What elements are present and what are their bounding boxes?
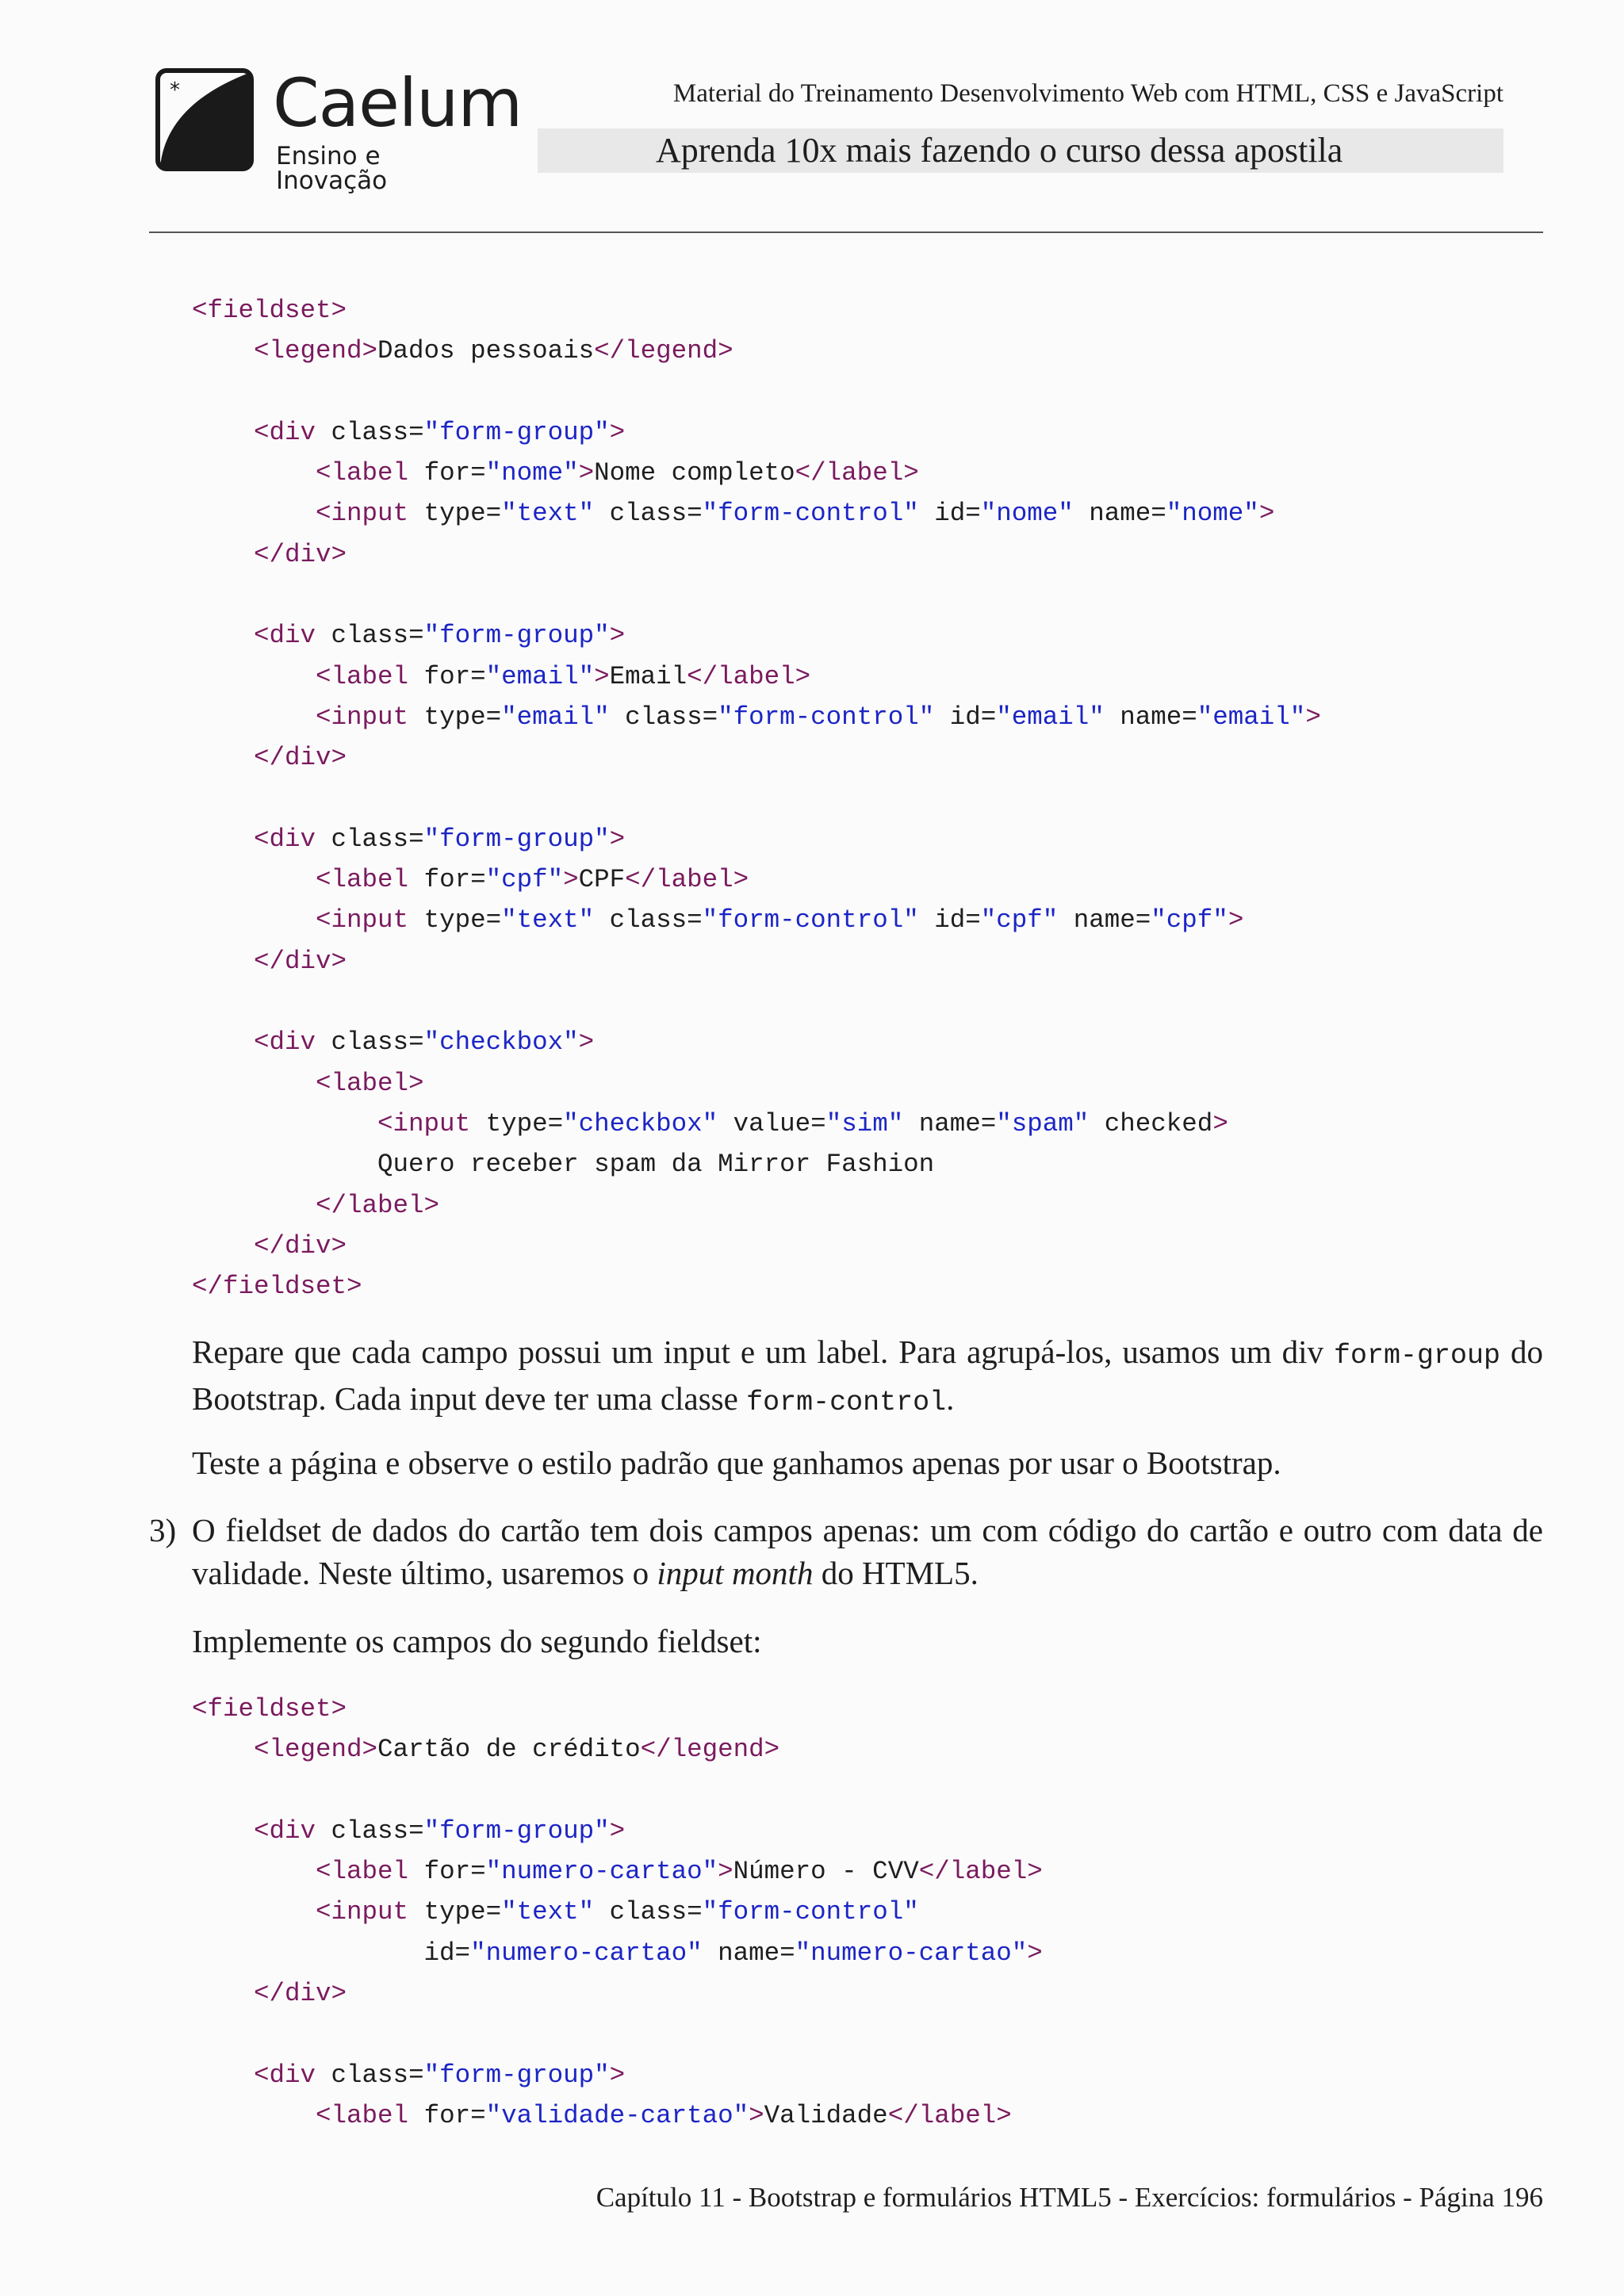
code-text bbox=[192, 743, 254, 772]
code-string: "email" bbox=[501, 702, 610, 732]
code-text: id= bbox=[918, 499, 981, 529]
code-tag: <div bbox=[254, 417, 331, 447]
code-tag: <label bbox=[316, 458, 424, 488]
code-text: for= bbox=[423, 1857, 486, 1887]
code-text bbox=[192, 418, 254, 447]
code-tag: <div bbox=[254, 824, 331, 854]
code-string: "checkbox" bbox=[563, 1108, 718, 1138]
code-tag: <div bbox=[254, 1816, 331, 1846]
code-text bbox=[192, 1027, 254, 1057]
header-subtitle: Material do Treinamento Desenvolvimento Web com HTML, CSS e JavaScript bbox=[672, 79, 1503, 108]
code-tag: <label bbox=[316, 865, 424, 895]
code-string: "numero-cartao" bbox=[485, 1857, 718, 1887]
code-string: "nome" bbox=[980, 499, 1074, 529]
code-text: type= bbox=[423, 702, 502, 732]
code-tag: > bbox=[578, 458, 595, 488]
code-line bbox=[192, 499, 1274, 528]
code-string: "cpf" bbox=[980, 905, 1059, 936]
emphasis-text: input month bbox=[657, 1555, 814, 1591]
code-tag: </label> bbox=[625, 865, 749, 895]
code-tag: <input bbox=[377, 1108, 486, 1138]
code-text bbox=[192, 621, 254, 650]
code-tag: </label> bbox=[316, 1190, 440, 1220]
code-text bbox=[192, 825, 254, 854]
brand-name: Caelum bbox=[273, 64, 523, 142]
code-string: "form-group" bbox=[423, 417, 610, 447]
inline-code: form-group bbox=[1333, 1340, 1501, 1372]
code-line bbox=[192, 336, 733, 365]
code-string: "form-control" bbox=[702, 1897, 919, 1927]
code-text: CPF bbox=[578, 865, 626, 895]
code-string: "text" bbox=[501, 1897, 595, 1927]
code-string: "validade-cartao" bbox=[485, 2100, 749, 2130]
paragraph-test-page: Teste a página e observe o estilo padrão que ganhamos apenas por usar o Bootstrap. bbox=[192, 1445, 1281, 1481]
code-string: "form-group" bbox=[423, 621, 610, 651]
code-string: "form-control" bbox=[702, 499, 919, 529]
paragraph-implement: Implemente os campos do segundo fieldset: bbox=[192, 1623, 762, 1659]
paragraph-text: Repare que cada campo possui um input e um label. Para agrupá-los, usamos um div bbox=[192, 1334, 1334, 1370]
paragraph-text: do Bootstrap. Cada input deve ter uma classe bbox=[192, 1334, 1543, 1417]
svg-text:*: * bbox=[170, 78, 180, 102]
code-text: class= bbox=[331, 1027, 424, 1058]
code-text: Quero receber spam da Mirror Fashion bbox=[192, 1150, 935, 1180]
paragraph-text: do HTML5. bbox=[813, 1555, 979, 1591]
code-tag: <input bbox=[316, 905, 424, 936]
code-line bbox=[192, 621, 625, 650]
code-tag: <legend> bbox=[254, 1735, 378, 1765]
code-string: "form-group" bbox=[423, 824, 610, 854]
code-text: for= bbox=[423, 865, 486, 895]
page-footer: Capítulo 11 - Bootstrap e formulários HTML5 - Exercícios: formulários - Página 196 bbox=[596, 2182, 1543, 2213]
code-text bbox=[192, 662, 316, 691]
code-tag: > bbox=[609, 621, 626, 651]
code-string: "email" bbox=[1197, 702, 1306, 732]
code-tag: > bbox=[749, 2100, 764, 2130]
code-text: checked bbox=[1089, 1108, 1213, 1138]
code-string: "spam" bbox=[996, 1108, 1090, 1138]
list-item-number: 3) bbox=[149, 1512, 177, 1548]
code-text: type= bbox=[423, 499, 502, 529]
code-string: "text" bbox=[501, 499, 595, 529]
code-line bbox=[192, 743, 347, 772]
code-text: Nome completo bbox=[594, 458, 795, 488]
paragraph-text: O fieldset de dados do cartão tem dois campos apenas: um com código do cartão e outro com data de validade. Neste último, usaremos o bbox=[192, 1512, 1543, 1591]
code-text: class= bbox=[331, 2060, 424, 2090]
code-text: class= bbox=[331, 824, 424, 854]
code-tag: </label> bbox=[918, 1857, 1043, 1887]
code-line bbox=[192, 1069, 424, 1098]
code-line bbox=[192, 1694, 347, 1724]
code-string: "cpf" bbox=[1151, 905, 1228, 936]
code-text bbox=[192, 499, 316, 528]
code-text bbox=[192, 1816, 254, 1846]
code-text: Dados pessoais bbox=[377, 336, 595, 366]
code-tag: <legend> bbox=[254, 336, 378, 366]
code-line bbox=[192, 1191, 439, 1220]
code-text: Validade bbox=[764, 2100, 888, 2130]
code-line bbox=[192, 458, 919, 488]
code-tag: > bbox=[609, 824, 626, 854]
code-text bbox=[192, 458, 316, 488]
code-block-personal-data bbox=[192, 290, 1321, 1307]
paragraph-form-group bbox=[192, 1330, 1543, 1424]
code-block-credit-card bbox=[192, 1689, 1043, 2136]
code-string: "numero-cartao" bbox=[470, 1938, 703, 1968]
code-tag: <div bbox=[254, 2060, 331, 2090]
code-text: for= bbox=[423, 661, 486, 691]
code-text: class= bbox=[331, 417, 424, 447]
code-line bbox=[192, 1897, 919, 1927]
code-text: Cartão de crédito bbox=[377, 1735, 641, 1765]
code-string: "checkbox" bbox=[423, 1027, 579, 1058]
code-line bbox=[192, 1938, 1043, 1968]
code-text bbox=[192, 540, 254, 569]
code-tag: </label> bbox=[687, 661, 811, 691]
code-tag: > bbox=[609, 1816, 626, 1846]
code-string: "email" bbox=[485, 661, 595, 691]
brand-tagline: Ensino e Inovação bbox=[276, 142, 388, 195]
code-tag: </legend> bbox=[640, 1735, 780, 1765]
logo-mark-icon bbox=[155, 68, 254, 171]
code-text bbox=[192, 1191, 316, 1220]
code-text bbox=[192, 1231, 254, 1261]
code-text: name= bbox=[1058, 905, 1151, 936]
code-text: type= bbox=[423, 1897, 502, 1927]
code-text: class= bbox=[594, 499, 703, 529]
caelum-logo bbox=[155, 64, 523, 195]
code-text bbox=[192, 1069, 316, 1098]
code-line bbox=[192, 1150, 934, 1179]
code-tag: > bbox=[718, 1857, 733, 1887]
code-text: class= bbox=[609, 702, 718, 732]
code-line bbox=[192, 1272, 362, 1301]
code-text bbox=[192, 1897, 316, 1927]
code-tag: </label> bbox=[795, 458, 919, 488]
code-line bbox=[192, 1109, 1228, 1138]
code-tag: </div> bbox=[254, 1979, 347, 2009]
code-tag: <label bbox=[316, 1857, 424, 1887]
code-line bbox=[192, 662, 810, 691]
code-tag: > bbox=[1305, 702, 1321, 732]
code-tag: > bbox=[609, 2060, 626, 2090]
code-tag: > bbox=[578, 1027, 595, 1058]
code-tag: <input bbox=[316, 702, 424, 732]
code-string: "form-group" bbox=[423, 1816, 610, 1846]
code-text: class= bbox=[594, 905, 703, 936]
code-line bbox=[192, 296, 347, 325]
code-text: class= bbox=[594, 1897, 703, 1927]
code-text bbox=[192, 1979, 254, 2008]
code-string: "email" bbox=[996, 702, 1105, 732]
code-tag: > bbox=[1228, 905, 1244, 936]
code-text bbox=[192, 2061, 254, 2090]
code-tag: > bbox=[594, 661, 610, 691]
code-text: value= bbox=[718, 1108, 826, 1138]
code-tag: <label bbox=[316, 661, 424, 691]
code-text: Número - CVV bbox=[733, 1857, 919, 1887]
code-tag: <label> bbox=[316, 1068, 424, 1098]
code-text bbox=[192, 865, 316, 894]
code-text: for= bbox=[423, 2100, 486, 2130]
code-text bbox=[192, 702, 316, 732]
code-line bbox=[192, 1816, 625, 1846]
code-text: id= bbox=[918, 905, 981, 936]
code-tag: <label bbox=[316, 2100, 424, 2130]
code-tag: <input bbox=[316, 1897, 424, 1927]
code-text: Email bbox=[609, 661, 688, 691]
code-line bbox=[192, 825, 625, 854]
code-tag: > bbox=[1212, 1108, 1228, 1138]
code-tag: </fieldset> bbox=[192, 1272, 362, 1302]
code-text: class= bbox=[331, 621, 424, 651]
code-tag: <input bbox=[316, 499, 424, 529]
code-tag: <fieldset> bbox=[192, 1694, 347, 1724]
code-tag: </legend> bbox=[594, 336, 733, 366]
code-tag: > bbox=[1027, 1938, 1043, 1968]
code-tag: > bbox=[563, 865, 579, 895]
code-text: name= bbox=[1104, 702, 1197, 732]
code-text: id= bbox=[192, 1938, 471, 1968]
code-string: "form-control" bbox=[702, 905, 919, 936]
code-line bbox=[192, 947, 347, 976]
code-tag: <fieldset> bbox=[192, 296, 347, 325]
code-tag: <div bbox=[254, 621, 331, 651]
code-tag: </div> bbox=[254, 1230, 347, 1261]
code-text bbox=[192, 947, 254, 976]
code-text: type= bbox=[485, 1108, 564, 1138]
code-text: name= bbox=[1073, 499, 1166, 529]
code-tag: > bbox=[1258, 499, 1275, 529]
code-string: "cpf" bbox=[485, 865, 564, 895]
code-text: id= bbox=[934, 702, 997, 732]
code-text bbox=[192, 1109, 377, 1138]
code-tag: </label> bbox=[887, 2100, 1012, 2130]
code-line bbox=[192, 865, 749, 894]
code-tag: <div bbox=[254, 1027, 331, 1058]
code-line bbox=[192, 2101, 1012, 2130]
code-text bbox=[192, 1735, 254, 1764]
code-text bbox=[192, 336, 254, 365]
code-tag: </div> bbox=[254, 946, 347, 976]
code-string: "form-group" bbox=[423, 2060, 610, 2090]
code-line bbox=[192, 540, 347, 569]
code-text bbox=[192, 905, 316, 935]
code-line bbox=[192, 905, 1243, 935]
code-line bbox=[192, 2061, 625, 2090]
inline-code: form-control bbox=[746, 1387, 947, 1418]
code-line bbox=[192, 418, 625, 447]
paragraph-text: . bbox=[946, 1380, 955, 1417]
code-text: for= bbox=[423, 458, 486, 488]
header-promo: Aprenda 10x mais fazendo o curso dessa apostila bbox=[656, 131, 1343, 170]
code-line bbox=[192, 1027, 594, 1057]
code-string: "numero-cartao" bbox=[795, 1938, 1028, 1968]
code-line bbox=[192, 1231, 347, 1261]
code-line bbox=[192, 1979, 347, 2008]
code-text bbox=[192, 2101, 316, 2130]
code-tag: > bbox=[609, 417, 626, 447]
code-string: "nome" bbox=[485, 458, 579, 488]
list-item-card-fieldset bbox=[192, 1509, 1543, 1594]
code-text bbox=[192, 1857, 316, 1886]
header-divider bbox=[149, 232, 1543, 233]
code-text: class= bbox=[331, 1816, 424, 1846]
code-string: "sim" bbox=[825, 1108, 904, 1138]
code-text: name= bbox=[903, 1108, 997, 1138]
code-string: "nome" bbox=[1166, 499, 1259, 529]
code-line bbox=[192, 1857, 1043, 1886]
code-tag: </div> bbox=[254, 539, 347, 569]
code-text: type= bbox=[423, 905, 502, 936]
code-line bbox=[192, 702, 1321, 732]
code-text: name= bbox=[702, 1938, 795, 1968]
code-string: "form-control" bbox=[718, 702, 935, 732]
code-tag: </div> bbox=[254, 743, 347, 773]
code-string: "text" bbox=[501, 905, 595, 936]
code-line bbox=[192, 1735, 779, 1764]
